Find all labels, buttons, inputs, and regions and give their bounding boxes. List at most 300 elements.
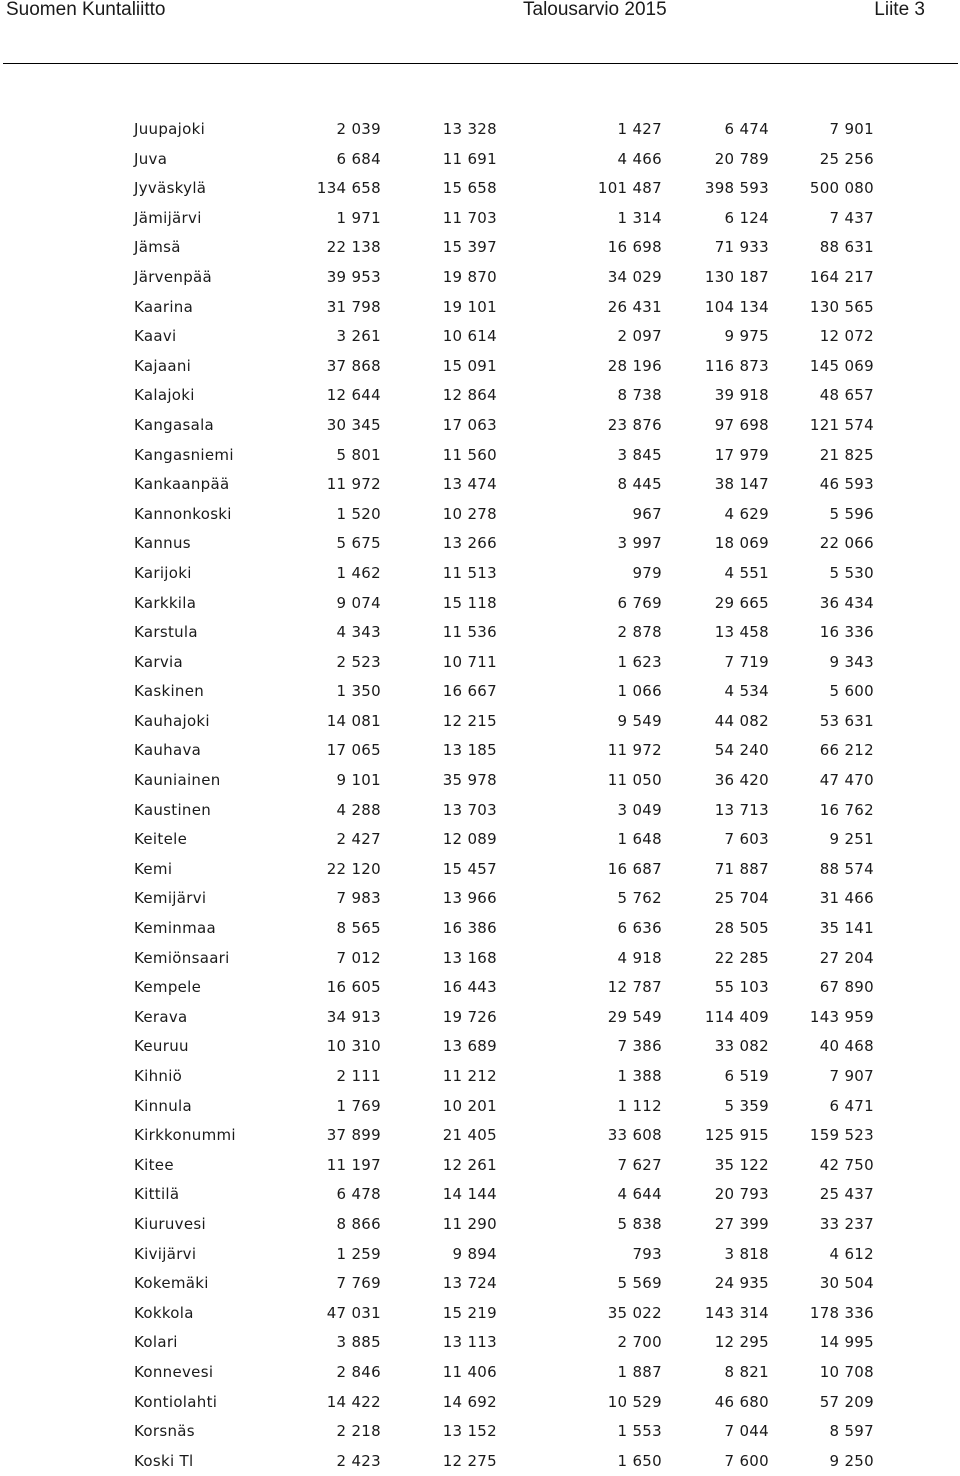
value-col-1: 1 259	[336, 1244, 381, 1263]
table-row	[0, 441, 960, 471]
value-col-1: 37 899	[326, 1126, 381, 1145]
value-col-5: 159 523	[809, 1126, 874, 1145]
value-col-1: 3 261	[336, 327, 381, 346]
value-col-4: 8 821	[724, 1362, 769, 1381]
value-col-3: 11 050	[607, 771, 662, 790]
value-col-1: 1 769	[336, 1096, 381, 1115]
municipality-name: Karijoki	[134, 563, 192, 582]
value-col-2: 19 870	[442, 267, 497, 286]
value-col-4: 54 240	[714, 741, 769, 760]
value-col-1: 1 462	[336, 563, 381, 582]
value-col-2: 13 328	[442, 120, 497, 138]
value-col-3: 1 314	[617, 208, 662, 227]
value-col-3: 101 487	[597, 179, 662, 198]
value-col-4: 125 915	[704, 1126, 769, 1145]
municipality-name: Kitee	[134, 1155, 174, 1174]
table-row	[0, 115, 960, 145]
municipality-name: Kankaanpää	[134, 475, 230, 494]
value-col-1: 39 953	[326, 267, 381, 286]
value-col-3: 16 687	[607, 859, 662, 878]
value-col-2: 14 144	[442, 1185, 497, 1204]
value-col-5: 53 631	[819, 711, 874, 730]
value-col-5: 7 437	[829, 208, 874, 227]
value-col-5: 164 217	[809, 267, 874, 286]
value-col-1: 11 972	[326, 475, 381, 494]
municipality-name: Kajaani	[134, 356, 192, 375]
value-col-2: 13 152	[442, 1422, 497, 1441]
value-col-2: 12 261	[442, 1155, 497, 1174]
municipality-name: Koski Tl	[134, 1451, 194, 1470]
value-col-5: 5 596	[829, 504, 874, 523]
value-col-5: 4 612	[829, 1244, 874, 1263]
header-organization: Suomen Kuntaliitto	[6, 0, 166, 20]
value-col-4: 116 873	[704, 356, 769, 375]
value-col-2: 21 405	[442, 1126, 497, 1145]
value-col-4: 13 458	[714, 623, 769, 642]
value-col-5: 88 631	[819, 238, 874, 257]
value-col-2: 12 215	[442, 711, 497, 730]
value-col-4: 44 082	[714, 711, 769, 730]
value-col-2: 11 536	[442, 623, 497, 642]
value-col-1: 9 074	[336, 593, 381, 612]
value-col-2: 15 219	[442, 1303, 497, 1322]
value-col-5: 145 069	[809, 356, 874, 375]
value-col-2: 11 406	[442, 1362, 497, 1381]
value-col-2: 10 278	[442, 504, 497, 523]
value-col-4: 130 187	[704, 267, 769, 286]
value-col-1: 47 031	[326, 1303, 381, 1322]
value-col-5: 48 657	[819, 386, 874, 405]
value-col-2: 11 290	[442, 1214, 497, 1233]
value-col-3: 1 427	[617, 120, 662, 138]
value-col-3: 35 022	[607, 1303, 662, 1322]
value-col-4: 33 082	[714, 1037, 769, 1056]
municipality-name: Kangasniemi	[134, 445, 234, 464]
municipality-name: Kempele	[134, 978, 202, 997]
value-col-4: 7 719	[724, 652, 769, 671]
value-col-2: 11 560	[442, 445, 497, 464]
value-col-3: 3 049	[617, 800, 662, 819]
value-col-3: 5 838	[617, 1214, 662, 1233]
value-col-1: 2 427	[336, 830, 381, 849]
value-col-3: 2 700	[617, 1333, 662, 1352]
value-col-3: 29 549	[607, 1007, 662, 1026]
municipality-name: Kinnula	[134, 1096, 192, 1115]
municipality-name: Kemi	[134, 859, 173, 878]
value-col-2: 13 724	[442, 1274, 497, 1293]
value-col-5: 178 336	[809, 1303, 874, 1322]
value-col-3: 23 876	[607, 415, 662, 434]
municipality-name: Kaarina	[134, 297, 194, 316]
value-col-1: 5 675	[336, 534, 381, 553]
value-col-3: 8 738	[617, 386, 662, 405]
table-row	[0, 470, 960, 500]
table-row	[0, 796, 960, 826]
value-col-1: 2 218	[336, 1422, 381, 1441]
municipality-name: Kokkola	[134, 1303, 194, 1322]
value-col-5: 57 209	[819, 1392, 874, 1411]
value-col-2: 35 978	[442, 771, 497, 790]
value-col-2: 19 101	[442, 297, 497, 316]
municipality-name: Kemijärvi	[134, 889, 207, 908]
municipality-name: Kannus	[134, 534, 191, 553]
value-col-2: 15 457	[442, 859, 497, 878]
value-col-5: 12 072	[819, 327, 874, 346]
value-col-1: 5 801	[336, 445, 381, 464]
value-col-4: 9 975	[724, 327, 769, 346]
value-col-4: 5 359	[724, 1096, 769, 1115]
value-col-3: 12 787	[607, 978, 662, 997]
value-col-1: 2 423	[336, 1451, 381, 1470]
table-row	[0, 293, 960, 323]
value-col-4: 13 713	[714, 800, 769, 819]
municipality-name: Kerava	[134, 1007, 188, 1026]
header-appendix-label: Liite 3	[874, 0, 925, 20]
value-col-2: 15 118	[442, 593, 497, 612]
municipality-table	[0, 115, 960, 1476]
table-row	[0, 1210, 960, 1240]
municipality-name: Kalajoki	[134, 386, 195, 405]
value-col-5: 25 437	[819, 1185, 874, 1204]
value-col-4: 4 551	[724, 563, 769, 582]
value-col-3: 3 997	[617, 534, 662, 553]
value-col-3: 10 529	[607, 1392, 662, 1411]
value-col-3: 1 623	[617, 652, 662, 671]
table-row	[0, 677, 960, 707]
value-col-5: 40 468	[819, 1037, 874, 1056]
value-col-2: 12 864	[442, 386, 497, 405]
value-col-1: 7 769	[336, 1274, 381, 1293]
value-col-1: 2 846	[336, 1362, 381, 1381]
value-col-5: 7 907	[829, 1067, 874, 1085]
value-col-3: 1 388	[617, 1067, 662, 1085]
value-col-3: 6 636	[617, 919, 662, 938]
municipality-name: Juupajoki	[134, 120, 206, 138]
table-row	[0, 381, 960, 411]
value-col-5: 33 237	[819, 1214, 874, 1233]
value-col-4: 71 887	[714, 859, 769, 878]
value-col-3: 967	[632, 504, 662, 523]
value-col-5: 121 574	[809, 415, 874, 434]
value-col-4: 36 420	[714, 771, 769, 790]
value-col-5: 27 204	[819, 948, 874, 967]
value-col-4: 7 600	[724, 1451, 769, 1470]
value-col-5: 6 471	[829, 1096, 874, 1115]
value-col-4: 28 505	[714, 919, 769, 938]
value-col-5: 130 565	[809, 297, 874, 316]
value-col-1: 37 868	[326, 356, 381, 375]
value-col-5: 5 530	[829, 563, 874, 582]
value-col-5: 16 762	[819, 800, 874, 819]
value-col-3: 34 029	[607, 267, 662, 286]
municipality-name: Kaskinen	[134, 682, 205, 701]
table-row	[0, 914, 960, 944]
value-col-5: 16 336	[819, 623, 874, 642]
value-col-4: 39 918	[714, 386, 769, 405]
table-row	[0, 1003, 960, 1033]
table-row	[0, 589, 960, 619]
value-col-1: 8 866	[336, 1214, 381, 1233]
value-col-4: 3 818	[724, 1244, 769, 1263]
value-col-2: 11 212	[442, 1067, 497, 1085]
value-col-5: 25 256	[819, 149, 874, 168]
value-col-1: 3 885	[336, 1333, 381, 1352]
value-col-4: 7 044	[724, 1422, 769, 1441]
value-col-1: 6 684	[336, 149, 381, 168]
value-col-4: 6 124	[724, 208, 769, 227]
table-row	[0, 1328, 960, 1358]
header-document-title: Talousarvio 2015	[523, 0, 667, 20]
table-row	[0, 352, 960, 382]
value-col-5: 8 597	[829, 1422, 874, 1441]
value-col-5: 143 959	[809, 1007, 874, 1026]
value-col-3: 4 918	[617, 948, 662, 967]
value-col-4: 7 603	[724, 830, 769, 849]
value-col-2: 16 443	[442, 978, 497, 997]
value-col-1: 16 605	[326, 978, 381, 997]
table-row	[0, 618, 960, 648]
value-col-1: 1 350	[336, 682, 381, 701]
value-col-1: 22 120	[326, 859, 381, 878]
municipality-name: Korsnäs	[134, 1422, 195, 1441]
table-row	[0, 1062, 960, 1092]
table-row	[0, 884, 960, 914]
table-row	[0, 529, 960, 559]
value-col-1: 4 343	[336, 623, 381, 642]
value-col-1: 30 345	[326, 415, 381, 434]
value-col-1: 7 983	[336, 889, 381, 908]
value-col-5: 42 750	[819, 1155, 874, 1174]
table-row	[0, 145, 960, 175]
value-col-4: 71 933	[714, 238, 769, 257]
municipality-name: Kaustinen	[134, 800, 212, 819]
value-col-1: 6 478	[336, 1185, 381, 1204]
header-divider	[3, 63, 958, 64]
value-col-5: 9 251	[829, 830, 874, 849]
value-col-1: 2 111	[336, 1067, 381, 1085]
table-row	[0, 1240, 960, 1270]
value-col-3: 793	[632, 1244, 662, 1263]
value-col-2: 13 185	[442, 741, 497, 760]
table-row	[0, 263, 960, 293]
table-row	[0, 1180, 960, 1210]
value-col-1: 7 012	[336, 948, 381, 967]
value-col-4: 22 285	[714, 948, 769, 967]
municipality-name: Järvenpää	[134, 267, 213, 286]
municipality-name: Kauniainen	[134, 771, 221, 790]
value-col-4: 4 629	[724, 504, 769, 523]
value-col-2: 11 691	[442, 149, 497, 168]
value-col-3: 26 431	[607, 297, 662, 316]
table-row	[0, 1269, 960, 1299]
municipality-name: Kiuruvesi	[134, 1214, 206, 1233]
municipality-name: Jämsä	[134, 238, 181, 257]
value-col-2: 19 726	[442, 1007, 497, 1026]
value-col-5: 66 212	[819, 741, 874, 760]
value-col-3: 4 644	[617, 1185, 662, 1204]
municipality-name: Jämijärvi	[134, 208, 202, 227]
value-col-1: 8 565	[336, 919, 381, 938]
table-row	[0, 1092, 960, 1122]
value-col-4: 55 103	[714, 978, 769, 997]
value-col-2: 16 386	[442, 919, 497, 938]
value-col-3: 1 650	[617, 1451, 662, 1470]
value-col-3: 1 648	[617, 830, 662, 849]
value-col-3: 3 845	[617, 445, 662, 464]
value-col-5: 22 066	[819, 534, 874, 553]
value-col-1: 14 422	[326, 1392, 381, 1411]
municipality-name: Kihniö	[134, 1067, 183, 1085]
value-col-2: 16 667	[442, 682, 497, 701]
value-col-1: 11 197	[326, 1155, 381, 1174]
value-col-3: 1 112	[617, 1096, 662, 1115]
value-col-3: 5 762	[617, 889, 662, 908]
value-col-4: 114 409	[704, 1007, 769, 1026]
table-row	[0, 1358, 960, 1388]
value-col-2: 13 966	[442, 889, 497, 908]
municipality-name: Kolari	[134, 1333, 178, 1352]
value-col-2: 11 703	[442, 208, 497, 227]
table-row	[0, 648, 960, 678]
value-col-4: 143 314	[704, 1303, 769, 1322]
table-row	[0, 1299, 960, 1329]
value-col-4: 35 122	[714, 1155, 769, 1174]
municipality-name: Kittilä	[134, 1185, 180, 1204]
municipality-name: Kannonkoski	[134, 504, 232, 523]
value-col-5: 14 995	[819, 1333, 874, 1352]
value-col-3: 4 466	[617, 149, 662, 168]
value-col-4: 20 793	[714, 1185, 769, 1204]
value-col-3: 1 887	[617, 1362, 662, 1381]
municipality-name: Karkkila	[134, 593, 197, 612]
value-col-4: 46 680	[714, 1392, 769, 1411]
value-col-5: 31 466	[819, 889, 874, 908]
value-col-4: 27 399	[714, 1214, 769, 1233]
value-col-2: 12 089	[442, 830, 497, 849]
value-col-5: 21 825	[819, 445, 874, 464]
table-row	[0, 855, 960, 885]
value-col-4: 17 979	[714, 445, 769, 464]
value-col-3: 1 553	[617, 1422, 662, 1441]
value-col-4: 398 593	[704, 179, 769, 198]
value-col-5: 9 250	[829, 1451, 874, 1470]
value-col-1: 17 065	[326, 741, 381, 760]
value-col-2: 10 614	[442, 327, 497, 346]
value-col-2: 17 063	[442, 415, 497, 434]
municipality-name: Kemiönsaari	[134, 948, 230, 967]
value-col-4: 18 069	[714, 534, 769, 553]
value-col-3: 9 549	[617, 711, 662, 730]
table-row	[0, 559, 960, 589]
value-col-1: 2 523	[336, 652, 381, 671]
municipality-name: Keuruu	[134, 1037, 189, 1056]
table-row	[0, 1121, 960, 1151]
value-col-1: 10 310	[326, 1037, 381, 1056]
value-col-2: 10 711	[442, 652, 497, 671]
municipality-name: Karvia	[134, 652, 183, 671]
municipality-name: Kirkkonummi	[134, 1126, 236, 1145]
table-row	[0, 1447, 960, 1476]
value-col-3: 16 698	[607, 238, 662, 257]
table-row	[0, 1032, 960, 1062]
value-col-2: 13 474	[442, 475, 497, 494]
value-col-3: 2 097	[617, 327, 662, 346]
value-col-1: 4 288	[336, 800, 381, 819]
value-col-4: 104 134	[704, 297, 769, 316]
value-col-2: 13 113	[442, 1333, 497, 1352]
municipality-name: Jyväskylä	[134, 179, 207, 198]
municipality-name: Kokemäki	[134, 1274, 209, 1293]
table-row	[0, 1417, 960, 1447]
value-col-4: 29 665	[714, 593, 769, 612]
value-col-5: 7 901	[829, 120, 874, 138]
value-col-2: 13 703	[442, 800, 497, 819]
value-col-4: 97 698	[714, 415, 769, 434]
value-col-4: 25 704	[714, 889, 769, 908]
value-col-4: 6 519	[724, 1067, 769, 1085]
value-col-3: 979	[632, 563, 662, 582]
value-col-2: 9 894	[452, 1244, 497, 1263]
value-col-4: 6 474	[724, 120, 769, 138]
table-row	[0, 204, 960, 234]
value-col-2: 13 689	[442, 1037, 497, 1056]
value-col-1: 14 081	[326, 711, 381, 730]
value-col-2: 15 658	[442, 179, 497, 198]
value-col-1: 22 138	[326, 238, 381, 257]
municipality-name: Karstula	[134, 623, 198, 642]
value-col-3: 8 445	[617, 475, 662, 494]
value-col-2: 15 397	[442, 238, 497, 257]
value-col-1: 2 039	[336, 120, 381, 138]
value-col-3: 11 972	[607, 741, 662, 760]
value-col-4: 38 147	[714, 475, 769, 494]
page-header	[0, 0, 960, 64]
value-col-5: 46 593	[819, 475, 874, 494]
value-col-2: 13 266	[442, 534, 497, 553]
table-row	[0, 707, 960, 737]
value-col-3: 6 769	[617, 593, 662, 612]
table-row	[0, 233, 960, 263]
value-col-5: 47 470	[819, 771, 874, 790]
municipality-name: Kauhava	[134, 741, 202, 760]
value-col-3: 5 569	[617, 1274, 662, 1293]
value-col-3: 1 066	[617, 682, 662, 701]
table-row	[0, 973, 960, 1003]
value-col-2: 11 513	[442, 563, 497, 582]
value-col-2: 13 168	[442, 948, 497, 967]
value-col-5: 88 574	[819, 859, 874, 878]
value-col-1: 1 971	[336, 208, 381, 227]
table-row	[0, 766, 960, 796]
value-col-4: 4 534	[724, 682, 769, 701]
value-col-3: 33 608	[607, 1126, 662, 1145]
value-col-4: 24 935	[714, 1274, 769, 1293]
municipality-name: Keitele	[134, 830, 188, 849]
municipality-name: Keminmaa	[134, 919, 216, 938]
value-col-2: 15 091	[442, 356, 497, 375]
value-col-4: 12 295	[714, 1333, 769, 1352]
value-col-3: 7 386	[617, 1037, 662, 1056]
municipality-name: Kaavi	[134, 327, 177, 346]
table-row	[0, 1388, 960, 1418]
table-row	[0, 322, 960, 352]
value-col-1: 1 520	[336, 504, 381, 523]
table-row	[0, 500, 960, 530]
value-col-4: 20 789	[714, 149, 769, 168]
value-col-5: 5 600	[829, 682, 874, 701]
value-col-1: 31 798	[326, 297, 381, 316]
municipality-name: Kontiolahti	[134, 1392, 218, 1411]
